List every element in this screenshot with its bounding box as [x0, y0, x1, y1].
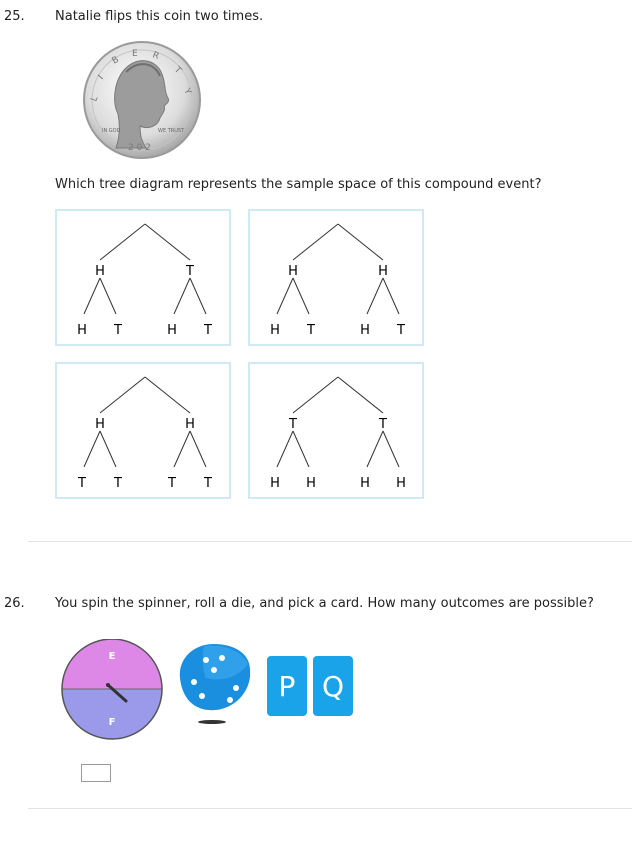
tree-3-node-b: H [185, 417, 195, 432]
coin-year: 2 0 2 [128, 143, 151, 153]
tree-diagram-3 [57, 364, 233, 501]
coin-motto-right: WE TRUST [158, 128, 185, 134]
tree-4-leaf-1: H [270, 476, 280, 491]
tree-1-node-a: H [95, 264, 105, 279]
question-divider [28, 541, 632, 542]
answer-choice-4[interactable] [248, 362, 424, 499]
tree-diagram-4 [250, 364, 426, 501]
tree-4-leaf-2: H [306, 476, 316, 491]
die [176, 638, 256, 728]
spinner-label-e: E [108, 651, 116, 662]
coin-liberty-T: T [171, 65, 183, 77]
coin-liberty-E: E [132, 49, 138, 59]
answer-choice-2[interactable] [248, 209, 424, 346]
tree-4-leaf-3: H [360, 476, 370, 491]
tree-3-leaf-4: T [204, 476, 212, 491]
answer-choice-1[interactable] [55, 209, 231, 346]
tree-1-node-b: T [186, 264, 194, 279]
coin-liberty-L: L [89, 94, 101, 104]
tree-3-node-a: H [95, 417, 105, 432]
tree-1-leaf-4: T [204, 323, 212, 338]
coin-liberty-I: I [96, 73, 107, 82]
tree-3-leaf-3: T [168, 476, 176, 491]
coin-liberty-B: B [110, 54, 121, 67]
answer-choice-3[interactable] [55, 362, 231, 499]
question-25-question: Which tree diagram represents the sample space of this compound event? [55, 177, 542, 192]
tree-1-leaf-3: H [167, 323, 177, 338]
question-number-25: 25. [4, 9, 25, 24]
tree-4-leaf-4: H [396, 476, 406, 491]
tree-2-leaf-2: T [307, 323, 315, 338]
spinner [60, 639, 164, 743]
bottom-divider [28, 808, 632, 809]
coin-icon [82, 40, 202, 160]
answer-input[interactable] [81, 764, 111, 782]
tree-4-node-b: T [379, 417, 387, 432]
coin-liberty-Y: Y [181, 87, 193, 97]
card-p: P [267, 656, 307, 716]
tree-1-leaf-1: H [77, 323, 87, 338]
tree-2-leaf-1: H [270, 323, 280, 338]
tree-3-leaf-1: T [78, 476, 86, 491]
answer-choices [55, 209, 427, 503]
coin-liberty-R: R [150, 50, 161, 62]
tree-2-node-a: H [288, 264, 298, 279]
card-q: Q [313, 656, 353, 716]
tree-2-leaf-4: T [397, 323, 405, 338]
tree-1-leaf-2: T [114, 323, 122, 338]
question-25-prompt: Natalie flips this coin two times. [55, 9, 264, 24]
coin-motto-left: IN GOD [102, 128, 121, 134]
tree-diagram-2 [250, 211, 426, 348]
tree-diagram-1 [57, 211, 233, 348]
spinner-icon [60, 639, 164, 743]
coin-image [82, 40, 202, 160]
question-26-prompt: You spin the spinner, roll a die, and pick a card. How many outcomes are possible? [55, 596, 594, 611]
tree-2-leaf-3: H [360, 323, 370, 338]
tree-3-leaf-2: T [114, 476, 122, 491]
question-number-26: 26. [4, 596, 25, 611]
spinner-label-f: F [108, 717, 116, 728]
die-icon [176, 638, 256, 728]
tree-4-node-a: T [289, 417, 297, 432]
tree-2-node-b: H [378, 264, 388, 279]
